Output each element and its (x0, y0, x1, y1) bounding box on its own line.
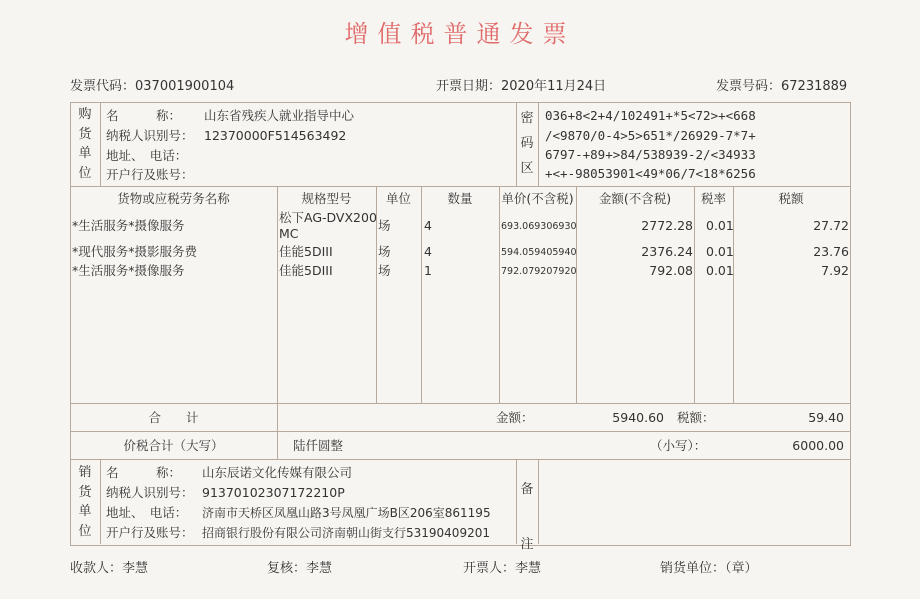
invoice-date-label: 开票日期： (436, 79, 502, 94)
vline-col-price (499, 186, 500, 403)
item-tax: 7.92 (821, 263, 849, 278)
item-amount: 2376.24 (641, 244, 693, 259)
header-rate: 税率 (700, 191, 726, 206)
seller-address: 济南市天桥区凤凰山路3号凤凰广场B区206室861195 (202, 506, 491, 520)
header-item-name: 货物或应税劳务名称 (117, 191, 230, 206)
cipher-line: 036+8<2+4/102491+*5<72>+<668 (545, 108, 756, 123)
cipher-line: 6797-+89+>84/538939-2/<34933 (545, 147, 756, 162)
footer-seller-seal: 销货单位：（章） (660, 561, 758, 576)
header-qty: 数量 (447, 191, 473, 206)
header-amount: 金额(不含税) (598, 191, 672, 206)
grand-total-label: 价税合计（大写） (123, 438, 224, 453)
header-tax: 税额 (778, 191, 804, 206)
buyer-side-char: 购 (78, 107, 92, 122)
buyer-taxid-label: 纳税人识别号： (106, 128, 194, 143)
item-rate: 0.01 (706, 244, 734, 259)
cipher-side-label (516, 106, 538, 181)
item-amount: 2772.28 (641, 218, 693, 233)
footer-drawer (463, 557, 541, 576)
item-price: 594.059405940 (501, 247, 577, 258)
total-tax: 59.40 (808, 410, 844, 425)
item-name: *现代服务*摄影服务费 (72, 244, 198, 259)
item-qty: 1 (424, 263, 432, 278)
divider-items (70, 403, 850, 404)
grand-total-small-label: （小写）： (650, 438, 707, 453)
buyer-side-char: 货 (78, 126, 92, 142)
remarks-side-char: 注 (520, 537, 534, 552)
header-unit: 单位 (385, 191, 411, 206)
seller-name-label: 名 称： (106, 465, 182, 480)
footer-payee-label: 收款人： (70, 561, 123, 576)
invoice-date-value: 2020年11月24日 (501, 79, 607, 94)
divider-totals (70, 431, 850, 432)
seller-side-char: 销 (78, 465, 92, 480)
cipher-side-char: 码 (520, 136, 534, 151)
seller-name: 山东辰诺文化传媒有限公司 (202, 465, 353, 480)
item-tax: 27.72 (813, 218, 849, 233)
cipher-side-char: 区 (520, 161, 534, 176)
seller-taxid-label: 纳税人识别号： (106, 485, 194, 500)
item-qty: 4 (424, 244, 432, 259)
buyer-side-char: 位 (78, 165, 92, 181)
footer-payee-value: 李慧 (122, 561, 149, 576)
vline-buyer-side (100, 102, 101, 186)
item-spec-cont: MC (279, 226, 299, 241)
item-rate: 0.01 (706, 218, 734, 233)
item-name: *生活服务*摄像服务 (72, 218, 185, 233)
buyer-name: 山东省残疾人就业指导中心 (204, 108, 355, 123)
footer-drawer-value: 李慧 (515, 561, 542, 576)
seller-address-label: 地址、 电话： (106, 505, 188, 520)
buyer-address-label: 地址、 电话： (106, 148, 188, 163)
item-unit: 场 (378, 244, 391, 259)
vline-col-spec (277, 186, 278, 459)
footer-reviewer-label: 复核： (267, 561, 307, 576)
total-amount: 5940.60 (612, 410, 664, 425)
invoice-code-label: 发票代码： (70, 79, 136, 94)
invoice-code (70, 75, 234, 94)
item-spec: 松下AG-DVX200 (279, 210, 377, 225)
cipher-line: /<9870/0-4>5>651*/26929-7*7+ (545, 128, 756, 143)
cipher-side-char: 密 (520, 111, 534, 126)
item-unit: 场 (378, 218, 391, 233)
seller-side-char: 位 (78, 523, 92, 539)
item-name: *生活服务*摄像服务 (72, 263, 185, 278)
vline-cipher-side (538, 102, 539, 186)
item-spec: 佳能5DIII (279, 244, 333, 259)
buyer-taxid: 12370000F514563492 (204, 128, 347, 143)
header-spec: 规格型号 (301, 191, 352, 206)
invoice-number-label: 发票号码： (716, 79, 782, 94)
header-price: 单价(不含税) (501, 191, 574, 206)
seller-bank: 招商银行股份有限公司济南朝山街支行53190409201 (202, 526, 490, 540)
total-tax-label: 税额： (677, 410, 715, 425)
buyer-bank-label: 开户行及账号： (106, 167, 194, 182)
divider-grand (70, 459, 850, 460)
vline-col-rate (694, 186, 695, 403)
item-price: 792.079207920 (501, 266, 577, 277)
item-rate: 0.01 (706, 263, 734, 278)
totals-label: 合 计 (148, 410, 199, 425)
vline-seller-side (100, 459, 101, 544)
invoice-number (716, 75, 847, 94)
grand-total-lower: 6000.00 (792, 438, 844, 453)
seller-side-label (70, 463, 100, 541)
seller-bank-label: 开户行及账号： (106, 525, 194, 540)
item-price: 693.069306930 (501, 221, 577, 232)
cipher-line: +<+-98053901<49*06/7<18*6256 (545, 166, 756, 181)
item-qty: 4 (424, 218, 432, 233)
total-amount-label: 金额： (496, 410, 534, 425)
invoice-number-value: 67231889 (781, 79, 848, 94)
item-spec: 佳能5DIII (279, 263, 333, 278)
remarks-side-char: 备 (520, 482, 534, 497)
buyer-side-label (70, 105, 100, 183)
vline-col-qty (421, 186, 422, 403)
vline-remarks-side (538, 459, 539, 544)
item-tax: 23.76 (813, 244, 849, 259)
buyer-name-label: 名 称： (106, 108, 182, 123)
invoice-title: 增值税普通发票 (344, 20, 576, 48)
remarks-side-label (516, 462, 538, 572)
item-unit: 场 (378, 263, 391, 278)
invoice-code-value: 037001900104 (135, 79, 235, 94)
seller-side-char: 货 (78, 484, 92, 500)
item-amount: 792.08 (649, 263, 693, 278)
buyer-side-char: 单 (78, 146, 92, 161)
footer-payee (70, 557, 148, 576)
seller-side-char: 单 (78, 504, 92, 519)
seller-taxid: 91370102307172210P (202, 485, 345, 500)
grand-total-upper: 陆仟圆整 (293, 438, 344, 453)
footer-reviewer-value: 李慧 (306, 561, 333, 576)
footer-reviewer (267, 557, 332, 576)
footer-drawer-label: 开票人： (463, 561, 516, 576)
invoice-date (436, 75, 606, 94)
